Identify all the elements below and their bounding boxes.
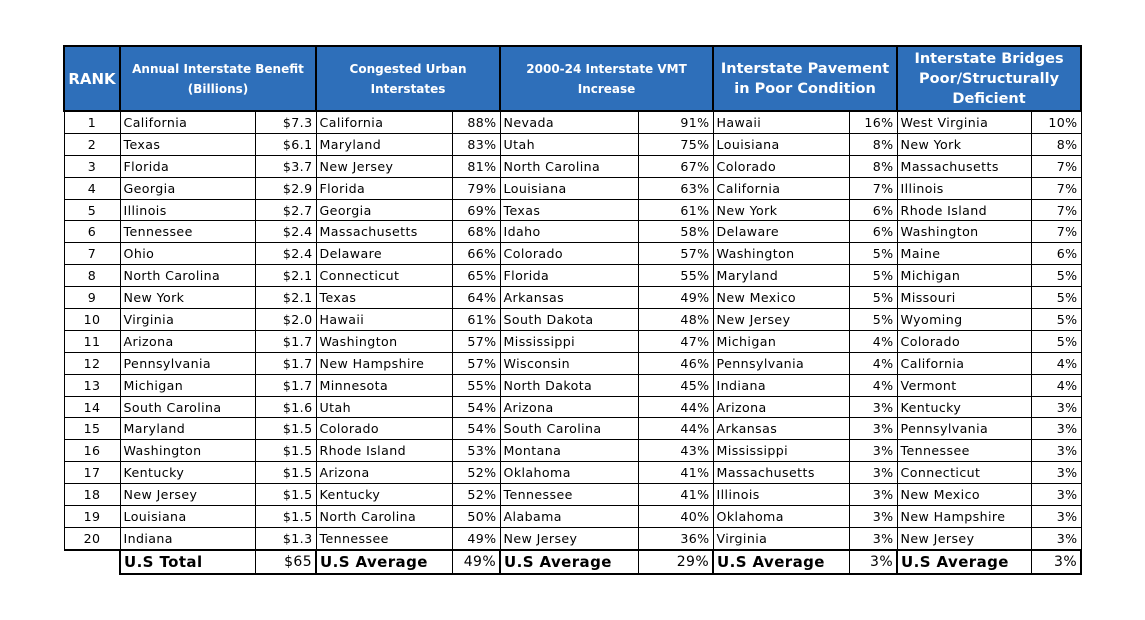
value-cell: 61% [638, 199, 713, 221]
state-cell: Wyoming [897, 309, 1031, 331]
state-cell: Tennessee [500, 484, 638, 506]
state-cell: Massachusetts [897, 155, 1031, 177]
state-cell: Illinois [897, 177, 1031, 199]
value-cell: $1.7 [255, 330, 316, 352]
state-cell: Texas [500, 199, 638, 221]
value-cell: 79% [452, 177, 500, 199]
value-cell: 3% [849, 506, 897, 528]
state-cell: New Jersey [120, 484, 255, 506]
value-cell: 57% [638, 243, 713, 265]
rank-cell: 20 [64, 527, 120, 549]
value-cell: 3% [1031, 484, 1081, 506]
value-cell: 45% [638, 374, 713, 396]
value-cell: 44% [638, 396, 713, 418]
table-row [64, 484, 1081, 506]
state-cell: Arizona [500, 396, 638, 418]
value-cell: $2.1 [255, 265, 316, 287]
table-row [64, 199, 1081, 221]
value-cell: $7.3 [255, 111, 316, 133]
value-cell: 10% [1031, 111, 1081, 133]
state-cell: Louisiana [120, 506, 255, 528]
value-cell: 5% [849, 287, 897, 309]
totals-value: 3% [849, 550, 897, 574]
value-cell: $2.9 [255, 177, 316, 199]
value-cell: 41% [638, 462, 713, 484]
state-cell: Tennessee [897, 440, 1031, 462]
value-cell: 16% [849, 111, 897, 133]
value-cell: 48% [638, 309, 713, 331]
value-cell: 66% [452, 243, 500, 265]
state-cell: Arkansas [500, 287, 638, 309]
value-cell: 4% [1031, 374, 1081, 396]
rank-cell: 9 [64, 287, 120, 309]
state-cell: Arkansas [713, 418, 849, 440]
state-cell: Minnesota [316, 374, 452, 396]
value-cell: 5% [849, 309, 897, 331]
table-row [64, 418, 1081, 440]
state-cell: New Jersey [897, 527, 1031, 549]
value-cell: 3% [849, 484, 897, 506]
value-cell: 41% [638, 484, 713, 506]
value-cell: 63% [638, 177, 713, 199]
state-cell: Rhode Island [316, 440, 452, 462]
value-cell: 68% [452, 221, 500, 243]
state-cell: Florida [500, 265, 638, 287]
state-cell: Louisiana [500, 177, 638, 199]
value-cell: 81% [452, 155, 500, 177]
state-cell: New Hampshire [897, 506, 1031, 528]
state-cell: North Carolina [316, 506, 452, 528]
value-cell: 7% [1031, 199, 1081, 221]
table-row [64, 177, 1081, 199]
state-cell: Kentucky [316, 484, 452, 506]
value-cell: 5% [1031, 330, 1081, 352]
state-cell: Virginia [713, 527, 849, 549]
rank-cell: 18 [64, 484, 120, 506]
table-row [64, 111, 1081, 133]
totals-label: U.S Average [316, 550, 452, 574]
value-cell: 3% [849, 440, 897, 462]
state-cell: Missouri [897, 287, 1031, 309]
value-cell: 46% [638, 352, 713, 374]
value-cell: 4% [849, 352, 897, 374]
header-bridges-deficient: Interstate Bridges Poor/Structurally Deficient [897, 46, 1081, 111]
state-cell: Tennessee [120, 221, 255, 243]
value-cell: 6% [849, 199, 897, 221]
table-row [64, 221, 1081, 243]
rank-cell: 11 [64, 330, 120, 352]
rank-cell: 15 [64, 418, 120, 440]
value-cell: $3.7 [255, 155, 316, 177]
value-cell: 83% [452, 133, 500, 155]
state-cell: Florida [316, 177, 452, 199]
value-cell: 6% [1031, 243, 1081, 265]
state-cell: Michigan [120, 374, 255, 396]
totals-blank-cell [64, 550, 120, 574]
value-cell: $2.7 [255, 199, 316, 221]
state-cell: Maryland [316, 133, 452, 155]
rank-cell: 5 [64, 199, 120, 221]
state-cell: New Jersey [500, 527, 638, 549]
state-cell: Vermont [897, 374, 1031, 396]
state-cell: Maryland [120, 418, 255, 440]
value-cell: $2.0 [255, 309, 316, 331]
table-row [64, 330, 1081, 352]
state-cell: New Jersey [713, 309, 849, 331]
state-cell: Colorado [500, 243, 638, 265]
rank-cell: 17 [64, 462, 120, 484]
value-cell: 67% [638, 155, 713, 177]
state-cell: North Dakota [500, 374, 638, 396]
table-row [64, 440, 1081, 462]
totals-label: U.S Average [897, 550, 1031, 574]
rank-cell: 6 [64, 221, 120, 243]
state-cell: Michigan [897, 265, 1031, 287]
value-cell: $1.7 [255, 374, 316, 396]
state-cell: North Carolina [500, 155, 638, 177]
state-cell: Idaho [500, 221, 638, 243]
table-row [64, 374, 1081, 396]
value-cell: 64% [452, 287, 500, 309]
header-row [64, 46, 1081, 111]
state-cell: Rhode Island [897, 199, 1031, 221]
value-cell: $2.4 [255, 243, 316, 265]
value-cell: $1.5 [255, 440, 316, 462]
state-cell: Kentucky [897, 396, 1031, 418]
state-cell: New York [897, 133, 1031, 155]
value-cell: 3% [849, 396, 897, 418]
table-row [64, 287, 1081, 309]
value-cell: 36% [638, 527, 713, 549]
value-cell: 3% [1031, 396, 1081, 418]
state-cell: Colorado [713, 155, 849, 177]
state-cell: Utah [316, 396, 452, 418]
value-cell: $2.1 [255, 287, 316, 309]
header-congested-urban: Congested Urban Interstates [316, 46, 500, 111]
table-row [64, 243, 1081, 265]
state-cell: New York [713, 199, 849, 221]
header-rank: RANK [64, 46, 120, 111]
rank-cell: 7 [64, 243, 120, 265]
value-cell: 91% [638, 111, 713, 133]
state-cell: South Carolina [500, 418, 638, 440]
state-cell: Wisconsin [500, 352, 638, 374]
state-cell: Arizona [316, 462, 452, 484]
value-cell: 47% [638, 330, 713, 352]
value-cell: 4% [1031, 352, 1081, 374]
state-cell: Nevada [500, 111, 638, 133]
value-cell: 53% [452, 440, 500, 462]
value-cell: 54% [452, 396, 500, 418]
state-cell: Illinois [120, 199, 255, 221]
rank-cell: 3 [64, 155, 120, 177]
table-row [64, 462, 1081, 484]
totals-label: U.S Total [120, 550, 255, 574]
state-cell: Illinois [713, 484, 849, 506]
state-cell: Indiana [713, 374, 849, 396]
value-cell: 69% [452, 199, 500, 221]
value-cell: 61% [452, 309, 500, 331]
value-cell: 3% [849, 418, 897, 440]
value-cell: 6% [849, 221, 897, 243]
state-cell: Pennsylvania [120, 352, 255, 374]
value-cell: 52% [452, 462, 500, 484]
state-cell: Delaware [713, 221, 849, 243]
state-cell: Florida [120, 155, 255, 177]
value-cell: 50% [452, 506, 500, 528]
value-cell: 8% [1031, 133, 1081, 155]
state-cell: Delaware [316, 243, 452, 265]
state-cell: Oklahoma [500, 462, 638, 484]
rank-cell: 13 [64, 374, 120, 396]
value-cell: 8% [849, 155, 897, 177]
state-cell: California [713, 177, 849, 199]
state-cell: West Virginia [897, 111, 1031, 133]
value-cell: 4% [849, 330, 897, 352]
value-cell: 58% [638, 221, 713, 243]
value-cell: 3% [1031, 506, 1081, 528]
rank-cell: 4 [64, 177, 120, 199]
value-cell: $1.6 [255, 396, 316, 418]
value-cell: $1.5 [255, 506, 316, 528]
table-row [64, 506, 1081, 528]
value-cell: 5% [1031, 309, 1081, 331]
table-row [64, 309, 1081, 331]
state-cell: Colorado [897, 330, 1031, 352]
totals-value: 29% [638, 550, 713, 574]
value-cell: 5% [849, 243, 897, 265]
state-cell: Mississippi [713, 440, 849, 462]
totals-row [64, 550, 1081, 574]
state-cell: Pennsylvania [897, 418, 1031, 440]
state-cell: Georgia [120, 177, 255, 199]
state-cell: New Jersey [316, 155, 452, 177]
state-cell: New Hampshire [316, 352, 452, 374]
state-cell: South Dakota [500, 309, 638, 331]
value-cell: $1.5 [255, 462, 316, 484]
header-pavement-poor: Interstate Pavement in Poor Condition [713, 46, 897, 111]
value-cell: 3% [1031, 418, 1081, 440]
state-cell: Maine [897, 243, 1031, 265]
totals-value: 49% [452, 550, 500, 574]
state-cell: Massachusetts [713, 462, 849, 484]
value-cell: 8% [849, 133, 897, 155]
totals-label: U.S Average [713, 550, 849, 574]
totals-value: 3% [1031, 550, 1081, 574]
header-annual-benefit: Annual Interstate Benefit (Billions) [120, 46, 316, 111]
state-cell: Virginia [120, 309, 255, 331]
rank-cell: 2 [64, 133, 120, 155]
rank-cell: 8 [64, 265, 120, 287]
state-cell: Michigan [713, 330, 849, 352]
state-cell: Utah [500, 133, 638, 155]
state-cell: Tennessee [316, 527, 452, 549]
table-row [64, 265, 1081, 287]
state-cell: Connecticut [316, 265, 452, 287]
state-cell: Texas [120, 133, 255, 155]
value-cell: 3% [1031, 527, 1081, 549]
totals-value: $65 [255, 550, 316, 574]
value-cell: 52% [452, 484, 500, 506]
table-row [64, 155, 1081, 177]
value-cell: 3% [849, 527, 897, 549]
value-cell: 54% [452, 418, 500, 440]
value-cell: 3% [849, 462, 897, 484]
rank-cell: 16 [64, 440, 120, 462]
state-cell: California [897, 352, 1031, 374]
state-cell: Georgia [316, 199, 452, 221]
value-cell: 4% [849, 374, 897, 396]
value-cell: 3% [1031, 440, 1081, 462]
state-cell: Hawaii [713, 111, 849, 133]
state-cell: Mississippi [500, 330, 638, 352]
state-cell: Washington [897, 221, 1031, 243]
value-cell: 75% [638, 133, 713, 155]
state-cell: Pennsylvania [713, 352, 849, 374]
state-cell: Texas [316, 287, 452, 309]
state-cell: California [316, 111, 452, 133]
value-cell: 7% [849, 177, 897, 199]
state-cell: Louisiana [713, 133, 849, 155]
value-cell: 49% [638, 287, 713, 309]
state-cell: Hawaii [316, 309, 452, 331]
value-cell: 5% [1031, 287, 1081, 309]
state-cell: New Mexico [897, 484, 1031, 506]
state-cell: Kentucky [120, 462, 255, 484]
value-cell: $1.5 [255, 484, 316, 506]
value-cell: 49% [452, 527, 500, 549]
value-cell: 57% [452, 330, 500, 352]
state-cell: Washington [120, 440, 255, 462]
value-cell: $2.4 [255, 221, 316, 243]
state-cell: Washington [316, 330, 452, 352]
value-cell: 5% [1031, 265, 1081, 287]
value-cell: 43% [638, 440, 713, 462]
rank-cell: 10 [64, 309, 120, 331]
table-row [64, 527, 1081, 549]
state-cell: Arizona [713, 396, 849, 418]
state-cell: Ohio [120, 243, 255, 265]
value-cell: $1.3 [255, 527, 316, 549]
value-cell: 44% [638, 418, 713, 440]
state-cell: Indiana [120, 527, 255, 549]
state-cell: Maryland [713, 265, 849, 287]
value-cell: 7% [1031, 221, 1081, 243]
state-cell: Oklahoma [713, 506, 849, 528]
state-cell: Montana [500, 440, 638, 462]
state-cell: Connecticut [897, 462, 1031, 484]
table-row [64, 133, 1081, 155]
value-cell: 65% [452, 265, 500, 287]
state-cell: Washington [713, 243, 849, 265]
table-body [64, 111, 1081, 574]
value-cell: $1.7 [255, 352, 316, 374]
state-cell: North Carolina [120, 265, 255, 287]
table-row [64, 396, 1081, 418]
rank-cell: 19 [64, 506, 120, 528]
value-cell: 55% [452, 374, 500, 396]
value-cell: 88% [452, 111, 500, 133]
interstate-rankings-table [63, 45, 1082, 575]
header-vmt-increase: 2000-24 Interstate VMT Increase [500, 46, 713, 111]
rank-cell: 14 [64, 396, 120, 418]
rank-cell: 12 [64, 352, 120, 374]
table-row [64, 352, 1081, 374]
value-cell: $1.5 [255, 418, 316, 440]
rank-cell: 1 [64, 111, 120, 133]
state-cell: Arizona [120, 330, 255, 352]
value-cell: 7% [1031, 155, 1081, 177]
value-cell: 5% [849, 265, 897, 287]
state-cell: California [120, 111, 255, 133]
state-cell: Alabama [500, 506, 638, 528]
state-cell: Colorado [316, 418, 452, 440]
state-cell: South Carolina [120, 396, 255, 418]
value-cell: 55% [638, 265, 713, 287]
totals-label: U.S Average [500, 550, 638, 574]
value-cell: 3% [1031, 462, 1081, 484]
value-cell: 7% [1031, 177, 1081, 199]
value-cell: $6.1 [255, 133, 316, 155]
state-cell: New York [120, 287, 255, 309]
state-cell: New Mexico [713, 287, 849, 309]
state-cell: Massachusetts [316, 221, 452, 243]
value-cell: 57% [452, 352, 500, 374]
value-cell: 40% [638, 506, 713, 528]
